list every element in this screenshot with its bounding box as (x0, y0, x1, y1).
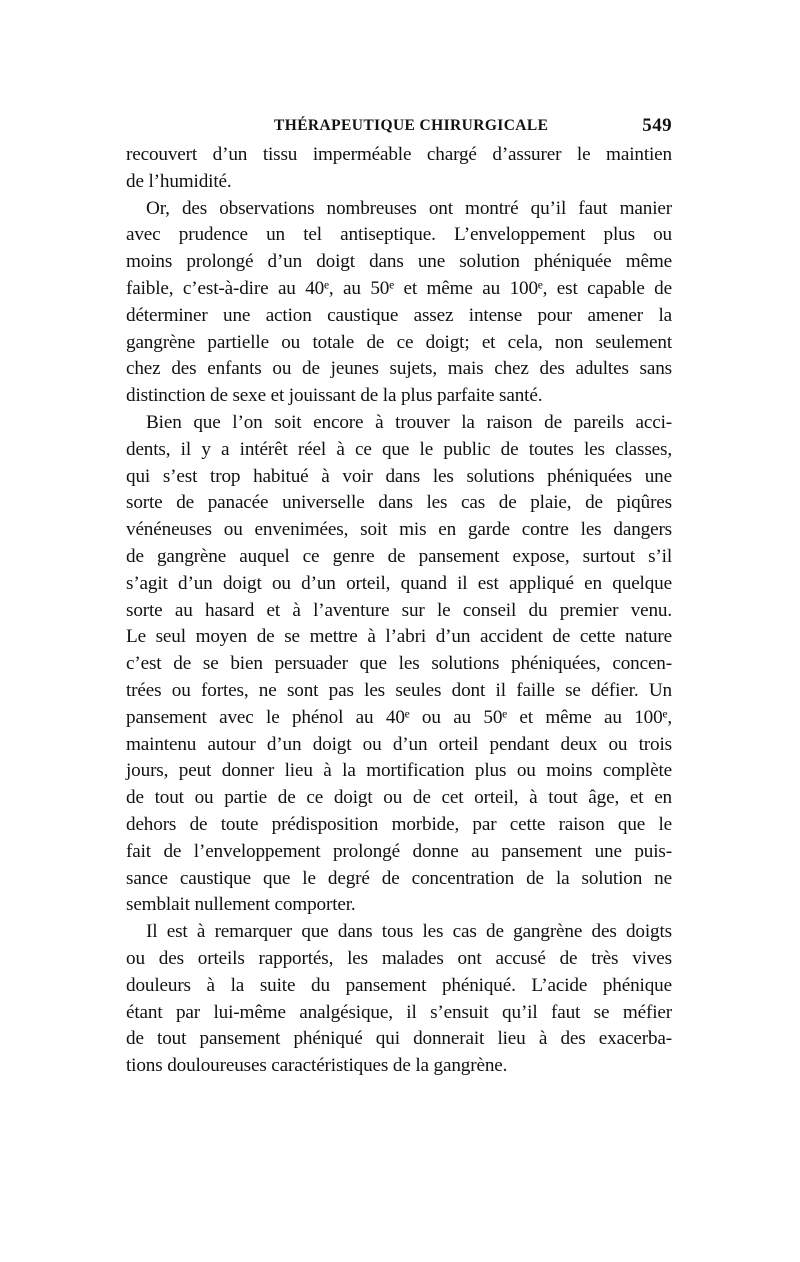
text-line: Bien que l’on soit encore à trouver la raison de pareils acci- (146, 411, 672, 433)
text-line: moins prolongé d’un doigt dans une solution phéniquée même (126, 251, 672, 273)
text-line: dents, il y a intérêt réel à ce que le public de toutes les classes, (126, 438, 672, 460)
text-line: de gangrène auquel ce genre de pansement expose, surtout s’il (126, 545, 672, 567)
text-line: avec prudence un tel antiseptique. L’enveloppement plus ou (126, 224, 672, 246)
text-line: fait de l’enveloppement prolongé donne au pansement une puis- (126, 840, 672, 862)
text-line: gangrène partielle ou totale de ce doigt; et cela, non seulement (126, 331, 672, 353)
text-line: déterminer une action caustique assez intense pour amener la (126, 304, 672, 326)
paragraph (126, 196, 672, 410)
page-number: 549 (642, 115, 672, 136)
text-line: de l’humidité. (126, 170, 232, 192)
text-line: semblait nullement comporter. (126, 894, 356, 916)
paragraph (126, 142, 672, 196)
text-line: trées ou fortes, ne sont pas les seules dont il faille se défier. Un (126, 679, 672, 701)
text-line: sorte de panacée universelle dans les cas de plaie, de piqûres (126, 492, 672, 514)
body-text (126, 142, 672, 1080)
text-line: de tout pansement phéniqué qui donnerait lieu à des exacerba- (126, 1028, 672, 1050)
paragraph (126, 919, 672, 1080)
running-head (126, 112, 672, 142)
text-line: distinction de sexe et jouissant de la plus parfaite santé. (126, 385, 543, 407)
text-line: tions douloureuses caractéristiques de la gangrène. (126, 1055, 508, 1077)
text-line: Le seul moyen de se mettre à l’abri d’un accident de cette nature (126, 626, 672, 648)
text-line: jours, peut donner lieu à la mortification plus ou moins complète (126, 760, 672, 782)
text-line: pansement avec le phénol au 40ᵉ ou au 50ᵉ et même au 100ᵉ, (126, 706, 672, 728)
text-line: vénéneuses ou envenimées, soit mis en garde contre les dangers (126, 519, 672, 541)
text-line: dehors de toute prédisposition morbide, par cette raison que le (126, 813, 672, 835)
running-title: THÉRAPEUTIQUE CHIRURGICALE (274, 117, 549, 134)
text-line: sorte au hasard et à l’aventure sur le conseil du premier venu. (126, 599, 672, 621)
text-line: faible, c’est-à-dire au 40ᵉ, au 50ᵉ et même au 100ᵉ, est capable de (126, 277, 672, 299)
text-line: Or, des observations nombreuses ont montré qu’il faut manier (146, 197, 672, 219)
text-line: s’agit d’un doigt ou d’un orteil, quand il est appliqué en quelque (126, 572, 672, 594)
text-line: étant par lui-même analgésique, il s’ensuit qu’il faut se méfier (126, 1001, 672, 1023)
text-line: sance caustique que le degré de concentration de la solution ne (126, 867, 672, 889)
text-line: ou des orteils rapportés, les malades ont accusé de très vives (126, 947, 672, 969)
text-line: Il est à remarquer que dans tous les cas de gangrène des doigts (146, 921, 672, 943)
text-line: de tout ou partie de ce doigt ou de cet orteil, à tout âge, et en (126, 787, 672, 809)
paragraph (126, 410, 672, 919)
book-page (126, 112, 672, 1080)
text-line: qui s’est trop habitué à voir dans les solutions phéniquées une (126, 465, 672, 487)
text-line: recouvert d’un tissu imperméable chargé d’assurer le maintien (126, 144, 672, 165)
text-line: chez des enfants ou de jeunes sujets, mais chez des adultes sans (126, 358, 672, 380)
text-line: douleurs à la suite du pansement phéniqué. L’acide phénique (126, 974, 672, 996)
text-line: c’est de se bien persuader que les solutions phéniquées, concen- (126, 653, 672, 675)
text-line: maintenu autour d’un doigt ou d’un orteil pendant deux ou trois (126, 733, 672, 755)
